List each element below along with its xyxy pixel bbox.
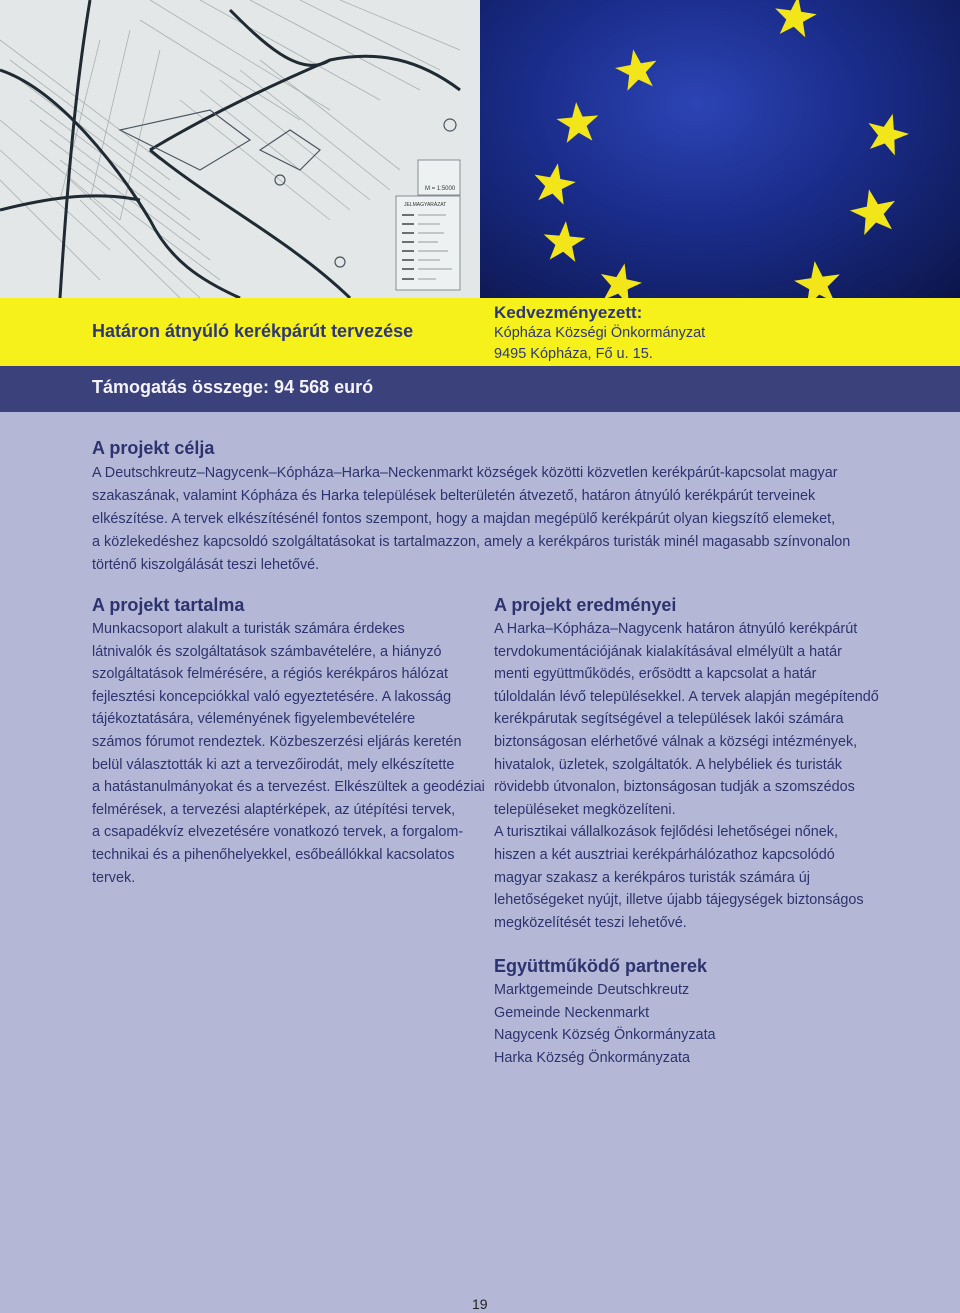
results-line: tervdokumentációjának kialakításával elmélyült a határ: [494, 643, 842, 660]
content-line: a csapadékvíz elvezetésére vonatkozó tervek, a forgalom-: [92, 824, 464, 841]
content-line: a hatástanulmányokat és a tervezést. Elkészültek a geodéziai: [92, 779, 485, 796]
results-line: hiszen a két ausztriai kerékpárhálózathoz kapcsolódó: [494, 846, 835, 863]
partner-item: Gemeinde Neckenmarkt: [494, 1004, 650, 1021]
partners-list: [494, 979, 716, 1070]
goal-line: történő kiszolgálását teszi lehetővé.: [92, 557, 320, 573]
content-line: Munkacsoport alakult a turisták számára érdekes: [92, 621, 405, 637]
goal-line: A Deutschkreutz–Nagycenk–Kópháza–Harka–Neckenmarkt községek közötti közvetlen kerékpárút-kapcsolat magyar: [92, 465, 838, 481]
results-line: A Harka–Kópháza–Nagycenk határon átnyúló kerékpárút: [494, 621, 858, 637]
results-line: menti együttműködés, erősödtt a kapcsolat a határ: [494, 666, 817, 683]
content-line: szolgáltatások felmérésére, a régiós kerékpáros hálózat: [92, 666, 448, 683]
content-line: felmérések, a tervezési alaptérképek, az útépítési tervek,: [92, 801, 456, 818]
results-line: településeket megközelíteni.: [494, 801, 676, 818]
content-line: látnivalók és szolgáltatások számbavételére, a hiányzó: [92, 643, 442, 660]
results-line: rövidebb útvonalon, biztonságosan tudják a szomszédos: [494, 779, 855, 796]
header-images: [0, 0, 960, 298]
partners-heading: Együttműködő partnerek: [494, 956, 708, 976]
content-line: belül választották ki azt a tervezőirodát, mely elkészítette: [92, 756, 455, 773]
map-scale-label: M = 1:5000: [425, 186, 456, 192]
goal-line: a közlekedéshez kapcsoldó szolgáltatásokat is tartalmazzon, amely a kerékpáros turisták minél magasabb színvonalon: [92, 534, 851, 550]
content-line: tájékoztatására, véleményének figyelembevételére: [92, 711, 416, 728]
results-line: magyar szakasz a kerékpáros turisták számára új: [494, 869, 810, 886]
partner-item: Nagycenk Község Önkormányzata: [494, 1027, 716, 1044]
beneficiary-address: 9495 Kópháza, Fő u. 15.: [494, 346, 653, 362]
goal-heading: A projekt célja: [92, 438, 215, 458]
page-number: 19: [472, 1296, 488, 1312]
support-amount: Támogatás összege: 94 568 euró: [92, 377, 374, 397]
content-line: számos fórumot rendeztek. Közbeszerzési eljárás keretén: [92, 733, 462, 750]
content-line: tervek.: [92, 869, 136, 886]
map-legend-title: JELMAGYARÁZAT: [404, 202, 447, 208]
content-heading: A projekt tartalma: [92, 595, 245, 615]
goal-paragraph: [92, 462, 850, 577]
content-paragraph: [92, 618, 485, 889]
beneficiary-label: Kedvezményezett:: [494, 303, 643, 322]
partner-item: Marktgemeinde Deutschkreutz: [494, 982, 690, 998]
results-paragraph: [494, 618, 879, 934]
project-title: Határon átnyúló kerékpárút tervezése: [92, 321, 414, 341]
map-photo: [0, 0, 480, 298]
results-line: hivatalok, üzletek, szolgáltatók. A helybéliek és turisták: [494, 756, 842, 773]
results-line: A turisztikai vállalkozások fejlődési lehetőségei nőnek,: [494, 824, 838, 841]
results-line: biztonságosan elérhetővé válnak a községi intézmények,: [494, 733, 858, 750]
content-line: fejlesztési koncepciókkal való egyeztetésére. A lakosság: [92, 688, 452, 705]
beneficiary-name: Kópháza Községi Önkormányzat: [494, 325, 706, 341]
results-line: lehetőségeket nyújt, illetve újabb tájegységek biztonságos: [494, 892, 864, 909]
goal-line: szakaszának, valamint Kópháza és Harka települések belterületén átvezető, határon átnyúló kerékpárút terveinek: [92, 488, 816, 504]
content-line: technikai és a pihenőhelyekkel, esőbeállókkal kacsolatos: [92, 846, 455, 863]
eu-flag-stars: [480, 0, 960, 298]
partner-item: Harka Község Önkormányzata: [494, 1050, 690, 1067]
results-heading: A projekt eredményei: [494, 595, 677, 615]
results-line: megközelítését teszi lehetővé.: [494, 914, 687, 931]
results-line: túloldalán lévő településekkel. A tervek alapján megépítendő: [494, 688, 879, 705]
results-line: kerékpárutak segítségével a települések lakói számára: [494, 711, 844, 728]
map-drawing: [0, 0, 480, 298]
goal-line: elkészítése. A tervek elkészítésénél fontos szempont, hogy a majdan megépülő kerékpárút olyan kiegszítő elemeket,: [92, 511, 836, 527]
eu-flag-photo: [480, 0, 960, 298]
